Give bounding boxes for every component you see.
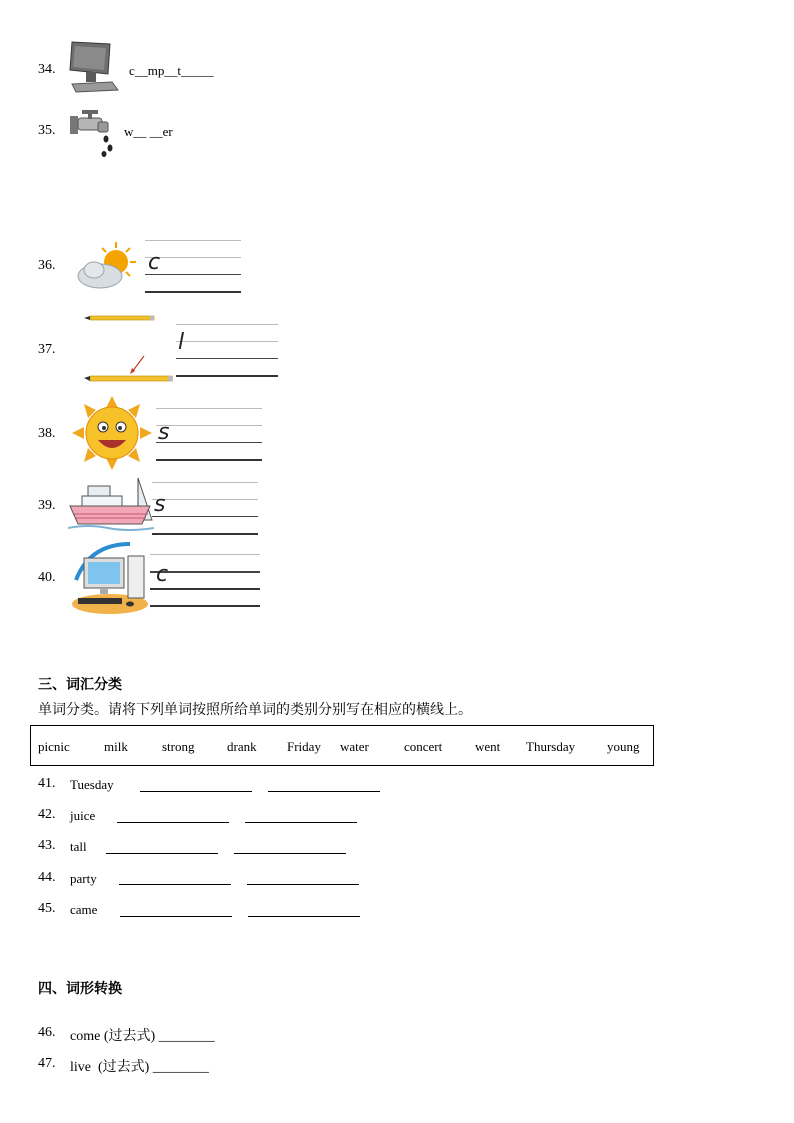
word-bank-item: concert [404, 739, 443, 754]
item-34-pattern: c__mp__t_____ [129, 63, 214, 78]
computer-icon [70, 540, 154, 616]
pencils-icon [84, 312, 176, 384]
item-38-number: 38. [38, 426, 56, 441]
tracing-lines-39 [152, 482, 258, 536]
water-tap-icon [68, 104, 120, 158]
word-bank [30, 725, 654, 766]
cloud-sun-icon [76, 240, 138, 292]
word-bank-item: went [475, 739, 501, 754]
item-44-blank-2[interactable] [247, 884, 359, 885]
word-bank-item: milk [104, 739, 128, 754]
item-45-blank-2[interactable] [248, 916, 360, 917]
section3-heading: 三、词汇分类 [38, 677, 122, 693]
tracing-letter-40: c [156, 562, 169, 587]
word-bank-item: water [340, 739, 369, 754]
item-43-blank-2[interactable] [234, 853, 346, 854]
item-43-blank-1[interactable] [106, 853, 218, 854]
item-40-number: 40. [38, 570, 56, 585]
item-36-number: 36. [38, 258, 56, 273]
section4-heading: 四、词形转换 [38, 981, 122, 997]
item-45-blank-1[interactable] [120, 916, 232, 917]
word-bank-item: Thursday [526, 739, 576, 754]
item-41-word: Tuesday [70, 777, 114, 792]
item-45-word: came [70, 902, 98, 917]
tracing-lines-37 [176, 324, 278, 378]
item-47-text: live (过去式) ________ [70, 1060, 209, 1075]
item-42-number: 42. [38, 807, 56, 822]
item-41-blank-1[interactable] [140, 791, 252, 792]
tracing-lines-38 [156, 408, 262, 462]
item-44-number: 44. [38, 870, 56, 885]
item-44-blank-1[interactable] [119, 884, 231, 885]
item-41-number: 41. [38, 776, 56, 791]
item-45-number: 45. [38, 901, 56, 916]
item-41-blank-2[interactable] [268, 791, 380, 792]
item-44-word: party [70, 871, 97, 886]
item-43-number: 43. [38, 838, 56, 853]
item-46-number: 46. [38, 1025, 56, 1040]
word-bank-item: Friday [287, 739, 321, 754]
item-43-word: tall [70, 839, 87, 854]
item-35-pattern: w__ __er [124, 124, 173, 139]
tracing-letter-37: l [178, 330, 185, 355]
tracing-letter-36: c [148, 250, 161, 275]
item-42-blank-2[interactable] [245, 822, 357, 823]
item-42-blank-1[interactable] [117, 822, 229, 823]
computer-monitor-icon [66, 40, 122, 94]
item-34-number: 34. [38, 62, 56, 77]
item-42-word: juice [70, 808, 96, 823]
word-bank-item: young [607, 739, 640, 754]
item-37-number: 37. [38, 342, 56, 357]
sun-icon [72, 396, 152, 470]
section3-instruction: 单词分类。请将下列单词按照所给单词的类别分别写在相应的横线上。 [38, 702, 472, 718]
word-bank-item: picnic [38, 739, 70, 754]
ship-icon [68, 476, 154, 534]
tracing-letter-39: s [154, 492, 166, 517]
word-bank-item: drank [227, 739, 257, 754]
item-46-text: come (过去式) ________ [70, 1029, 215, 1044]
item-47-number: 47. [38, 1056, 56, 1071]
item-39-number: 39. [38, 498, 56, 513]
tracing-letter-38: s [158, 420, 170, 445]
item-35-number: 35. [38, 123, 56, 138]
word-bank-item: strong [162, 739, 195, 754]
